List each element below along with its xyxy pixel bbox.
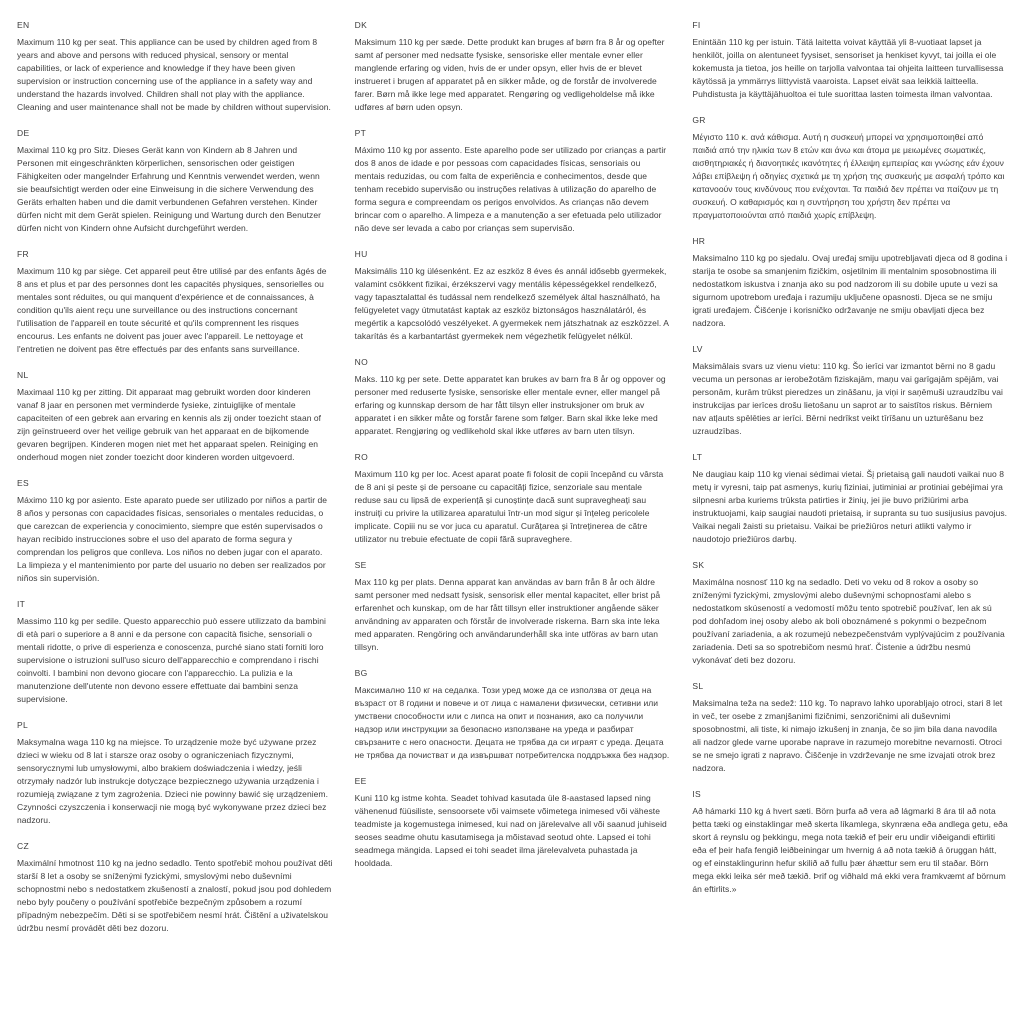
language-text-is: Að hámarki 110 kg á hvert sæti. Börn þurfa að vera að lágmarki 8 ára til að nota þetta tæki og einstaklingar með skerta líkamlega, skynræna eða andlega getu, eða skort á reynslu og þekkingu, mega nota tækið ef þeir eru undir viðeigandi eftirliti eða ef þeir hafa fengið leiðbeiningar um hvernig á að nota tækið á öruggan hátt, og ef einstaklingurinn hefur skilið að fullu þær áhættur sem eru til staðar. Börn mega ekki leika sér með tækið. Þrif og viðhald má ekki vera framkvæmt af börnum án eftirlits.» xyxy=(692,806,1008,894)
language-text-it: Massimo 110 kg per sedile. Questo apparecchio può essere utilizzato da bambini di età pari o superiore a 8 anni e da persone con capacità fisiche, sensoriali o mentali ridotte, o prive di esperienza e conoscenza, purché siano stati forniti loro supervisione o istruzioni sull'uso sicuro dell'apparecchio e comprendano i rischi coinvolti. I bambini non devono giocare con l'apparecchio. La pulizia e la manutenzione dell'utente non devono essere effettuate dai bambini senza supervisione. xyxy=(17,616,326,704)
language-text-pl: Maksymalna waga 110 kg na miejsce. To urządzenie może być używane przez dzieci w wieku od 8 lat i starsze oraz osoby o ograniczeniach fizycznymi, sensorycznymi lub umysłowymi, albo brakiem doświadczenia i wiedzy, jeśli otrzymały nadzór lub instrukcje dotyczące bezpiecznego używania urządzenia i rozumieją związane z tym zagrożenia. Dzieci nie powinny bawić się urządzeniem. Czynności czyszczenia i konserwacji nie mogą być wykonywane przez dzieci bez nadzoru. xyxy=(17,737,328,825)
language-code-ee: EE xyxy=(354,776,367,786)
language-text-sl: Maksimalna teža na sedež: 110 kg. To napravo lahko uporabljajo otroci, stari 8 let in več, ter osebe z zmanjšanimi fizičnimi, senzoričnimi ali duševnimi sposobnostmi, ali tiste, ki nimajo izkušenj in znanja, če so jim bila dana navodila ali nadzor glede varne uporabe naprave in razumejo morebitne nevarnosti. Otroci se ne smejo igrati z napravo. Čiščenje in vzdrževanje ne sme izvajati otrok brez nadzora. xyxy=(692,698,1003,773)
language-text-hu: Maksimális 110 kg ülésenként. Ez az eszköz 8 éves és annál idősebb gyermekek, valamint csökkent fizikai, érzékszervi vagy mentális képességekkel rendelkező, vagy tapasztalattal és tudással nem rendelkező személyek által használható, ha felügyeletet vagy útmutatást kaptak az eszköz biztonságos használatáról, és megértik a kapcsolódó veszélyeket. A gyermekek nem játszhatnak az eszközzel. A takarítás és a karbantartást gyermekek nem végezhetik felügyelet nélkül. xyxy=(354,266,669,341)
language-section-bg xyxy=(355,668,671,762)
language-section-pl xyxy=(17,720,333,827)
language-code-se: SE xyxy=(354,560,367,570)
language-text-hr: Maksimalno 110 kg po sjedalu. Ovaj uređaj smiju upotrebljavati djeca od 8 godina i starija te osobe sa smanjenim fizičkim, osjetilnim ili mentalnim sposobnostima ili nedostatkom iskustva i znanja ako su pod nadzorom ili su dobile upute u vezi sa sigurnom upotrebom uređaja i razumiju uključene opasnosti. Djeca se ne smiju igrati uređajem. Čišćenje i korisničko održavanje ne smiju obavljati djeca bez nadzora. xyxy=(692,253,1008,328)
language-text-bg: Максимално 110 кг на седалка. Този уред може да се използва от деца на възраст от 8 години и повече и от лица с намалени физически, сетивни или умствени способности или с липса на опит и познания, ако са получили надзор или инструкции за безопасно използване на уреда и разбират свързаните с него опасности. Децата не трябва да си играят с уреда. Децата не трябва да почистват и да извършват потребителска поддръжка без надзор. xyxy=(354,685,670,760)
language-code-ro: RO xyxy=(354,452,369,462)
language-code-bg: BG xyxy=(354,668,368,678)
language-section-se xyxy=(355,560,671,654)
language-section-ee xyxy=(355,776,671,870)
language-section-is xyxy=(692,789,1008,896)
language-text-nl: Maximaal 110 kg per zitting. Dit apparaat mag gebruikt worden door kinderen vanaf 8 jaar en personen met verminderde fysieke, zintuiglijke of mentale capaciteiten of een gebrek aan ervaring en kennis als zij onder toezicht staan of zijn geïnstrueerd over het veilige gebruik van het apparaat en de bijkomende gevaren begrijpen. Kinderen mogen niet met het apparaat spelen. Reiniging en onderhoud mogen niet zonder toezicht door kinderen worden uitgevoerd. xyxy=(17,387,322,462)
language-text-fi: Enintään 110 kg per istuin. Tätä laitetta voivat käyttää yli 8-vuotiaat lapset ja henkilöt, joilla on alentuneet fyysiset, sensoriset ja henkiset kyvyt, tai joilla ei ole kokemusta ja tietoa, jos heille on tarjolla valvontaa tai ohjeita laitteen turvallisessa käytössä ja ymmärrys liittyvistä vaaroista. Lapset eivät saa leikkiä laitteella. Puhdistusta ja käyttäjähuoltoa ei tule suorittaa lasten toimesta ilman valvontaa. xyxy=(692,37,1004,99)
language-text-gr: Μέγιστο 110 κ. ανά κάθισμα. Αυτή η συσκευή μπορεί να χρησιμοποιηθεί από παιδιά από την ηλικία των 8 ετών και άνω και άτομα με μειωμένες σωματικές, αισθητηριακές ή διανοητικές ικανότητες ή έλλειψη εμπειρίας και γνώσης εάν έχουν λάβει επίβλεψη ή οδηγίες σχετικά με τη χρήση της συσκευής με ασφαλή τρόπο και κατανοούν τους κινδύνους που ενέχονται. Τα παιδιά δεν πρέπει να παίζουν με τη συσκευή. Ο καθαρισμός και η συντήρηση του χρήστη δεν πρέπει να πραγματοποιούνται από παιδιά χωρίς επίβλεψη. xyxy=(692,132,1005,220)
language-code-it: IT xyxy=(17,599,26,609)
language-text-en: Maximum 110 kg per seat. This appliance can be used by children aged from 8 years and above and persons with reduced physical, sensory or mental capabilities, or lack of experience and knowledge if they have been given supervision or instruction concerning use of the appliance in a safety way and understand the hazards involved. Children shall not play with the appliance. Cleaning and user maintenance shall not be made by children without supervision. xyxy=(17,37,331,112)
language-section-hu xyxy=(355,249,671,343)
language-code-no: NO xyxy=(354,357,369,367)
language-section-hr xyxy=(692,236,1008,330)
language-section-it xyxy=(17,599,333,706)
language-code-sl: SL xyxy=(692,681,704,691)
language-code-gr: GR xyxy=(692,115,706,125)
language-section-lt xyxy=(692,452,1008,546)
language-code-lv: LV xyxy=(692,344,703,354)
language-section-es xyxy=(17,478,333,585)
language-code-dk: DK xyxy=(354,20,368,30)
language-section-fr xyxy=(17,249,333,356)
language-text-ro: Maximum 110 kg per loc. Acest aparat poate fi folosit de copii începând cu vârsta de 8 ani și peste și de persoane cu capacități fizice, senzoriale sau mentale reduse sau cu lipsă de experiență și cunoștințe dacă sunt supravegheați sau instruiți cu privire la utilizarea aparatului într-un mod sigur și înțeleg pericolele implicate. Copiii nu se vor juca cu aparatul. Curățarea și întreținerea de către utilizator nu trebuie efectuate de copii fără supraveghere. xyxy=(354,469,664,544)
language-section-fi xyxy=(692,20,1008,101)
language-text-ee: Kuni 110 kg istme kohta. Seadet tohivad kasutada üle 8-aastased lapsed ning vähenenud füüsiliste, sensoorsete või vaimsete võimetega inimesed või väheste teadmiste ja kogemustega inimesed, kui nad on järelevalve all või saanud juhiseid seoses seadme ohutu kasutamisega ja mõistavad seotud ohte. Lapsed ei tohi seadmega mängida. Lapsed ei tohi seadet ilma järelevalveta puhastada ja hooldada. xyxy=(354,793,667,868)
language-text-fr: Maximum 110 kg par siège. Cet appareil peut être utilisé par des enfants âgés de 8 ans et plus et par des personnes dont les capacités physiques, sensorielles ou mentales sont réduites, ou qui manquent d'expérience et de connaissances, à condition qu'ils aient reçu une surveillance ou des instructions concernant l'utilisation de l'appareil en toute sécurité et qu'ils comprennent les risques encourus. Les enfants ne doivent pas jouer avec l'appareil. Le nettoyage et l'entretien ne doivent pas être effectués par des enfants sans surveillance. xyxy=(17,266,327,354)
language-code-fr: FR xyxy=(17,249,29,259)
language-text-no: Maks. 110 kg per sete. Dette apparatet kan brukes av barn fra 8 år og oppover og personer med reduserte fysiske, sensoriske eller mentale evner, eller mangel på erfaring og kunnskap dersom de har fått tilsyn eller instruksjoner om bruk av apparatet i en sikker måte og forstår farene som følger. Barn skal ikke leke med apparatet. Rengjøring og vedlikehold skal ikke utføres av barn uten tilsyn. xyxy=(354,374,666,436)
language-text-se: Max 110 kg per plats. Denna apparat kan användas av barn från 8 år och äldre samt personer med nedsatt fysisk, sensorisk eller mental kapacitet, eller brist på erfarenhet och kunskap, om de har fått tillsyn eller instruktioner angående säker användning av apparaten och förstår de involverade riskerna. Barn ska inte leka med apparaten. Rengöring och användarunderhåll ska inte utföras av barn utan tillsyn. xyxy=(354,577,661,652)
language-code-es: ES xyxy=(17,478,29,488)
language-section-de xyxy=(17,128,333,235)
language-section-dk xyxy=(355,20,671,114)
language-text-lt: Ne daugiau kaip 110 kg vienai sėdimai vietai. Šį prietaisą gali naudoti vaikai nuo 8 metų ir vyresni, taip pat asmenys, kurių fiziniai, jutiminiai ar protiniai gebėjimai yra silpnesni arba kuriems trūksta patirties ir žinių, jei jie buvo prižiūrimi arba instruktuojami, kaip saugiai naudoti prietaisą, ir supranta su tuo susijusius pavojus. Vaikai negali žaisti su prietaisu. Vaikai be priežiūros neturi atlikti valymo ir naudotojo priežiūros darbų. xyxy=(692,469,1008,544)
language-section-lv xyxy=(692,344,1008,438)
language-section-cz xyxy=(17,841,333,935)
language-text-lv: Maksimālais svars uz vienu vietu: 110 kg. Šo ierīci var izmantot bērni no 8 gadu vecuma un personas ar ierobežotām fiziskajām, maņu vai garīgajām spējām, vai personām, kurām trūkst pieredzes un zināšanu, ja viņi ir saņēmuši uzraudzību vai instrukcijas par ierīces drošu lietošanu un saprot ar to saistītos riskus. Bērniem nav atļauts spēlēties ar ierīci. Bērni nedrīkst veikt tīrīšanu un uzturēšanu bez uzraudzības. xyxy=(692,361,1003,436)
language-section-pt xyxy=(355,128,671,235)
language-code-hu: HU xyxy=(354,249,368,259)
language-code-lt: LT xyxy=(692,452,703,462)
language-section-sl xyxy=(692,681,1008,775)
column-1 xyxy=(17,20,333,1024)
language-code-cz: CZ xyxy=(17,841,29,851)
language-code-fi: FI xyxy=(692,20,701,30)
language-text-sk: Maximálna nosnosť 110 kg na sedadlo. Deti vo veku od 8 rokov a osoby so zníženými fyzickými, zmyslovými alebo duševnými schopnosťami alebo s nedostatkom skúseností a vedomostí môžu tento spotrebič používať, len ak sú pod dohľadom inej osoby alebo ak boli oboznámené s pokynmi o bezpečnom používaní zariadenia, a ak rozumejú nebezpečenstvám vyplývajúcim z používania zariadenia. Deti sa so spotrebičom nesmú hrať. Čistenie a údržbu nesmú vykonávať deti bez dozoru. xyxy=(692,577,1005,665)
language-section-ro xyxy=(355,452,671,546)
language-text-pt: Máximo 110 kg por assento. Este aparelho pode ser utilizado por crianças a partir dos 8 anos de idade e por pessoas com capacidades físicas, sensoriais ou mentais reduzidas, ou com falta de experiência e conhecimentos, desde que tenham recebido supervisão ou instruções relativas à utilização do aparelho de forma segura e compreendam os perigos envolvidos. As crianças não devem brincar com o aparelho. A limpeza e a manutenção a ser efetuada pelo utilizador não deve ser levada a cabo por crianças sem supervisão. xyxy=(354,145,667,233)
language-code-sk: SK xyxy=(692,560,705,570)
language-text-es: Máximo 110 kg por asiento. Este aparato puede ser utilizado por niños a partir de 8 años y personas con capacidades físicas, sensoriales o mentales reducidas, o que carezcan de experiencia y conocimiento, siempre que estén supervisados o hayan recibido instrucciones sobre el uso del aparato de forma segura y comprendan los peligros que conlleva. Los niños no deben jugar con el aparato. La limpieza y el mantenimiento por parte del usuario no deben ser realizados por niños sin supervisión. xyxy=(17,495,328,583)
column-3 xyxy=(692,20,1008,1024)
language-code-nl: NL xyxy=(17,370,29,380)
language-code-pl: PL xyxy=(17,720,28,730)
language-code-pt: PT xyxy=(354,128,367,138)
language-section-sk xyxy=(692,560,1008,667)
language-text-dk: Maksimum 110 kg per sæde. Dette produkt kan bruges af børn fra 8 år og opefter samt af personer med nedsatte fysiske, sensoriske eller mentale evner eller manglende erfaring og viden, hvis de er under opsyn, eller hvis de er blevet instrueret i brugen af apparatet på en sikker måde, og de forstår de involverede farer. Børn må ikke lege med apparatet. Rengøring og vedligeholdelse må ikke udføres af børn uden opsyn. xyxy=(354,37,665,112)
column-2 xyxy=(355,20,671,1024)
language-code-en: EN xyxy=(17,20,30,30)
language-text-cz: Maximální hmotnost 110 kg na jedno sedadlo. Tento spotřebič mohou používat děti starší 8 let a osoby se sníženými fyzickými, smyslovými nebo duševními schopnostmi nebo s nedostatkem zkušeností a znalostí, pokud jsou pod dohledem nebo byly poučeny o používání spotřebiče bezpečným způsobem a rozumí případným nebezpečím. Děti si se spotřebičem nesmí hrát. Čištění a uživatelskou údržbu nesmí provádět děti bez dozoru. xyxy=(17,858,333,933)
language-text-de: Maximal 110 kg pro Sitz. Dieses Gerät kann von Kindern ab 8 Jahren und Personen mit eingeschränkten körperlichen, sensorischen oder geistigen Fähigkeiten oder mangelnder Erfahrung und Kenntnis verwendet werden, wenn sie beaufsichtigt werden oder eine Einweisung in die sichere Verwendung des Geräts erhalten haben und die damit verbundenen Gefahren verstehen. Kinder dürfen nicht mit dem Gerät spielen. Reinigung und Wartung durch den Benutzer dürfen nicht von Kindern ohne Aufsicht durchgeführt werden. xyxy=(17,145,321,233)
language-section-nl xyxy=(17,370,333,464)
language-code-hr: HR xyxy=(692,236,706,246)
language-code-de: DE xyxy=(17,128,30,138)
language-code-is: IS xyxy=(692,789,701,799)
language-section-en xyxy=(17,20,333,114)
language-section-gr xyxy=(692,115,1008,222)
language-section-no xyxy=(355,357,671,438)
